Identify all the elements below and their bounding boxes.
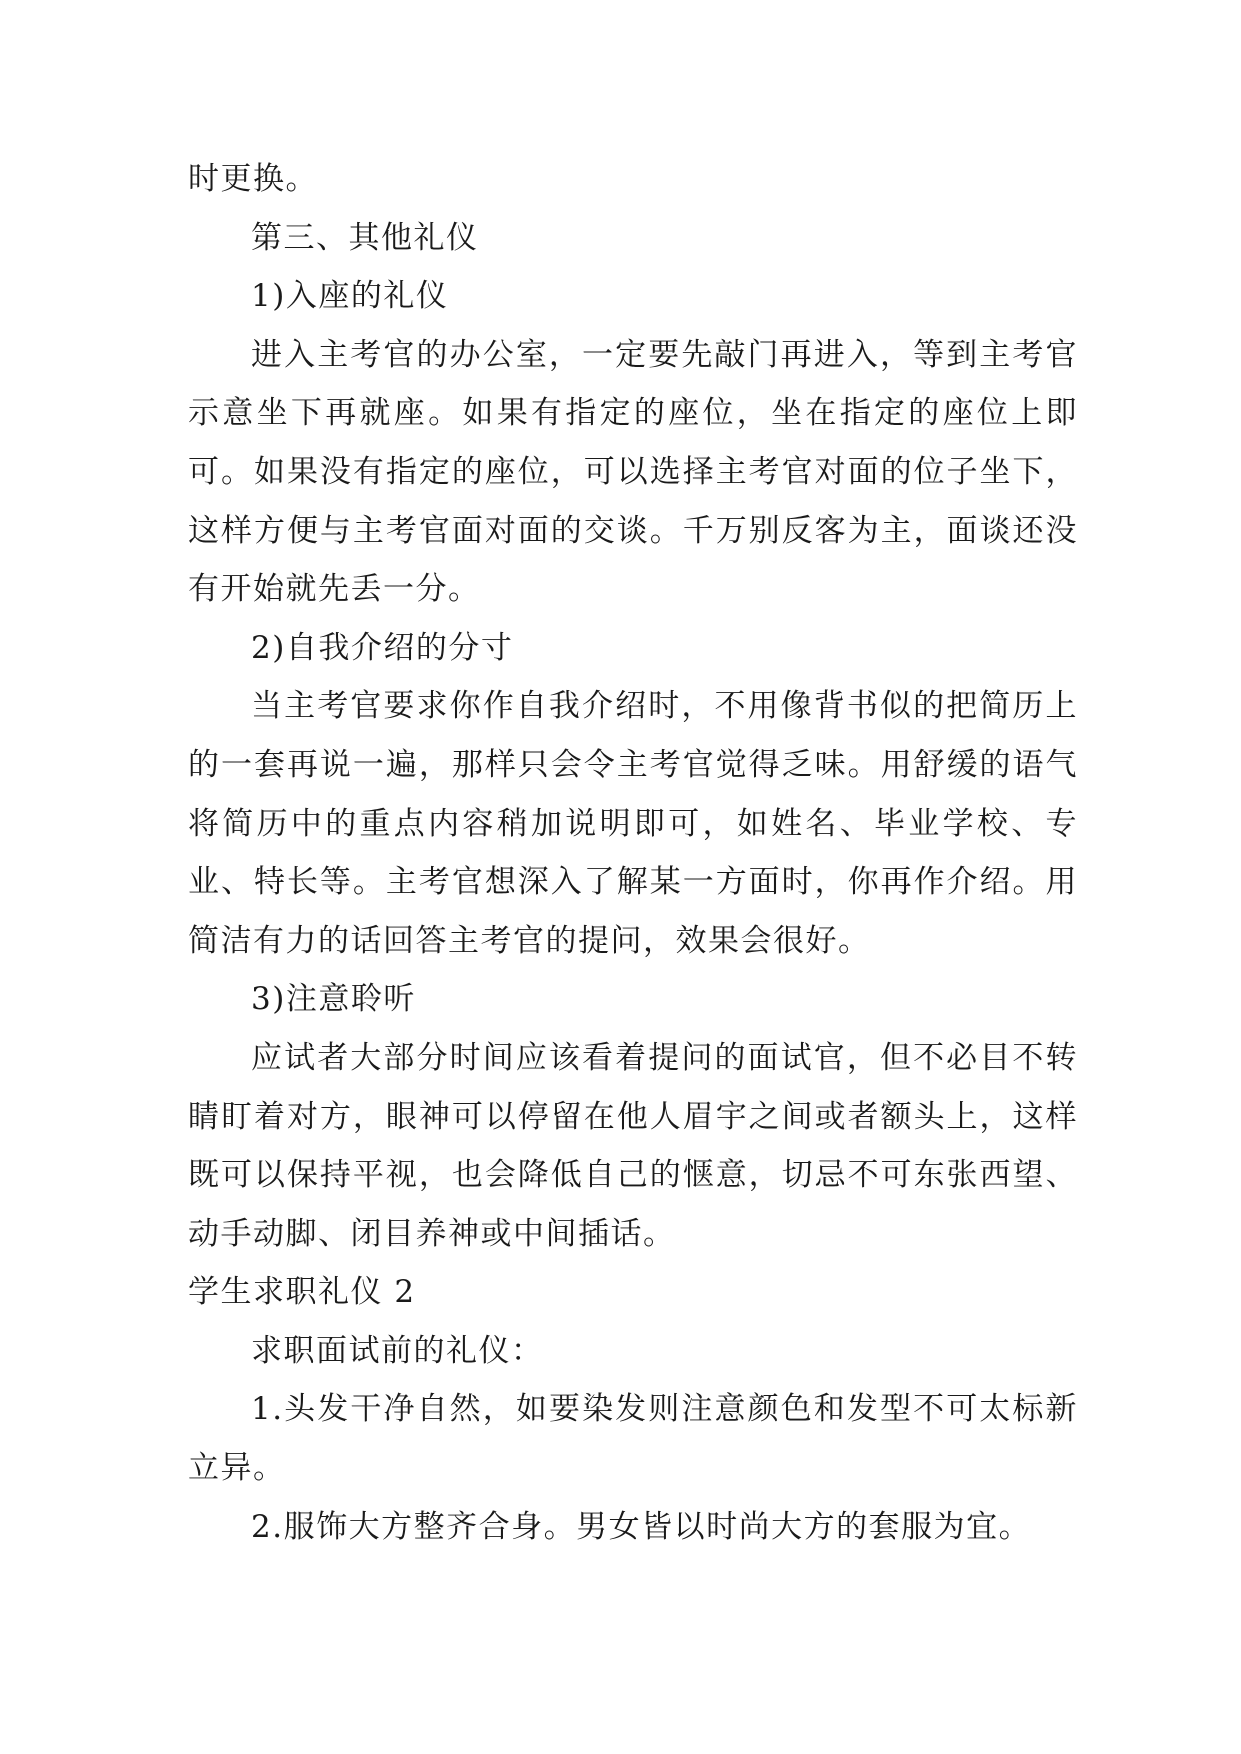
subheading-pre-interview: 求职面试前的礼仪： — [251, 1332, 544, 1369]
list-item-hair: 1.头发干净自然，如要染发则注意颜色和发型不可太标新立异。 — [188, 1391, 1078, 1487]
subheading-listening: 3)注意聆听 — [251, 981, 416, 1018]
paragraph-continuation: 时更换。 — [188, 161, 318, 197]
paragraph-self-intro: 当主考官要求你作自我介绍时，不用像背书似的把简历上的一套再说一遍，那样只会令主考官觉得乏味。用舒缓的语气将简历中的重点内容稍加说明即可，如姓名、毕业学校、专业、特长等。主考官想深入了解某一方面时，你再作介绍。用简洁有力的话回答主考官的提问，效果会很好。 — [188, 688, 1078, 959]
section-heading: 第三、其他礼仪 — [251, 219, 479, 256]
subheading-seating: 1)入座的礼仪 — [251, 278, 449, 315]
paragraph-listening: 应试者大部分时间应该看着提问的面试官，但不必目不转睛盯着对方，眼神可以停留在他人眉宇之间或者额头上，这样既可以保持平视，也会降低自己的惬意，切忌不可东张西望、动手动脚、闭目养神或中间插话。 — [188, 1039, 1078, 1252]
article-title: 学生求职礼仪 2 — [188, 1274, 416, 1311]
subheading-self-intro: 2)自我介绍的分寸 — [251, 629, 514, 666]
paragraph-seating: 进入主考官的办公室，一定要先敲门再进入，等到主考官示意坐下再就座。如果有指定的座位，坐在指定的座位上即可。如果没有指定的座位，可以选择主考官对面的位子坐下，这样方便与主考官面对面的交谈。千万别反客为主，面谈还没有开始就先丢一分。 — [188, 336, 1078, 608]
list-item-attire: 2.服饰大方整齐合身。男女皆以时尚大方的套服为宜。 — [251, 1508, 1032, 1545]
document-body — [188, 150, 1078, 1556]
